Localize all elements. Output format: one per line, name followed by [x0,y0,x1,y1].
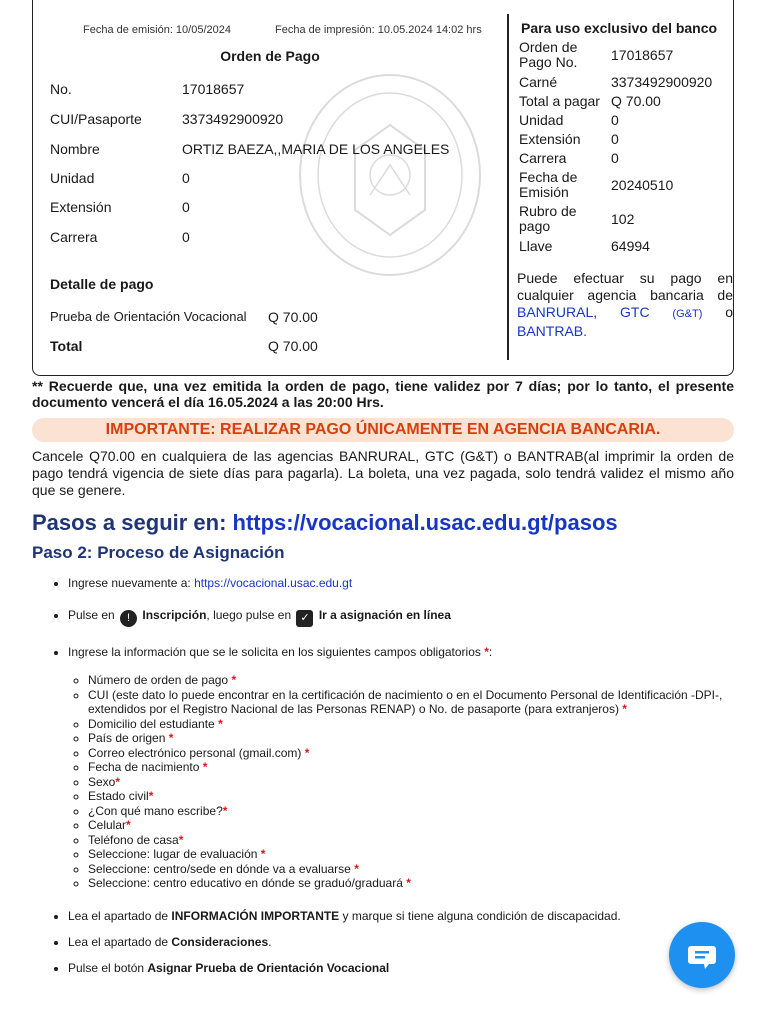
steps-heading [32,510,618,536]
required-field-item: ◦ Celular* [88,818,758,833]
required-field-item: ◦ Seleccione: lugar de evaluación * [88,847,758,862]
bank-label: Carrera [519,150,567,166]
portal-link[interactable]: https://vocacional.usac.edu.gt [194,576,353,590]
required-field-item: ◦ Correo electrónico personal (gmail.com) * [88,746,758,761]
step-bold: Consideraciones [171,934,269,949]
step-text: y marque si tiene alguna condición de discapacidad. [339,908,621,923]
required-field-item: ◦ Sexo* [88,775,758,790]
bank-value: 17018657 [611,46,674,63]
bank-panel-title: Para uso exclusivo del banco [521,20,718,36]
field-label: CUI/Pasaporte [50,111,142,127]
step-text: Pulse en [68,608,115,622]
step-bold: Asignar Prueba de Orientación Vocacional [147,960,390,975]
field-value: 0 [182,170,190,186]
step-text: Lea el apartado de [68,908,172,923]
bank-value: 102 [611,210,635,227]
required-field-item: ◦ Seleccione: centro educativo en dónde se graduó/graduará * [88,876,758,891]
important-banner: IMPORTANTE: REALIZAR PAGO ÚNICAMENTE EN AGENCIA BANCARIA. [32,418,734,442]
university-seal-watermark [295,70,485,280]
issue-date: Fecha de emisión: 10/05/2024 [83,24,231,36]
required-field-item: ◦ CUI (este dato lo puede encontrar en la certificación de nacimiento o en el Documento Personal de Identificación -DPI-, extendidos por el Registro Nacional de las Personas RENAP) o No. de pasaporte (para extranjeros) * [88,688,758,717]
field-value: ORTIZ BAEZA,,MARIA DE LOS ANGELES [182,141,450,157]
list-item [68,576,758,590]
bank-banrural: BANRURAL, [517,304,598,320]
step-text: Pulse el botón [68,960,148,975]
bank-value: 3373492900920 [611,73,713,90]
panel-divider [507,14,509,360]
required-field-item: ◦ Número de orden de pago * [88,673,758,688]
field-value: 0 [182,199,190,215]
step-text: Ingrese nuevamente a: [68,576,195,590]
detail-label: Prueba de Orientación Vocacional [50,309,247,324]
bank-value: 0 [611,112,619,128]
payment-detail-title: Detalle de pago [50,276,154,292]
step-text: Ingrese la información que se le solicita en los siguientes campos obligatorios [68,645,485,659]
bank-value: 20240510 [611,176,674,193]
required-field-item: ◦ Fecha de nacimiento * [88,760,758,775]
bank-value: 0 [611,131,619,147]
required-field-item: ◦ Teléfono de casa* [88,833,758,848]
steps-heading-prefix: Pasos a seguir en: [32,510,233,535]
required-field-item: ◦ País de origen * [88,731,758,746]
bank-label: Carné [519,73,558,90]
bank-label: Total a pagar [519,93,600,109]
bank-note-text: Puede efectuar su pago en cualquier agencia bancaria de [517,270,733,303]
list-item [68,608,758,627]
field-value: 0 [182,229,190,245]
field-label: Unidad [50,170,95,186]
step-text: : [488,645,493,659]
badge-icon: ! [120,610,137,627]
step-text: Lea el apartado de [68,934,172,949]
step2-title: Paso 2: Proceso de Asignación [32,543,285,562]
payment-instructions: Cancele Q70.00 en cualquiera de las agencias BANRURAL, GTC (G&T) o BANTRAB(al imprimir la orden de pago tendrá vigencia de siete días para pagarla). La boleta, una vez pagada, solo tendrá validez el mismo año que se genere. [32,448,734,498]
step-text: . [268,934,272,949]
field-label: Nombre [50,141,100,157]
detail-value: Q 70.00 [268,309,318,325]
bank-label: Orden de Pago No. [519,39,578,70]
bank-label: Llave [519,237,553,254]
payment-order-title: Orden de Pago [220,48,320,64]
required-field-item: ◦ Estado civil* [88,789,758,804]
step-bold: INFORMACIÓN IMPORTANTE [171,908,340,923]
payment-voucher [32,0,734,376]
bank-value: 0 [611,150,619,166]
list-item [68,961,758,975]
list-item [68,935,758,949]
bank-label: Unidad [519,112,564,128]
bank-payment-note [517,270,733,340]
required-field-item: ◦ Seleccione: centro/sede en dónde va a evaluarse * [88,862,758,877]
list-item [68,645,758,891]
step2-list [50,576,758,993]
step-text: , luego pulse en [206,608,292,622]
inscripcion-label: Inscripción [142,608,207,622]
field-value: 3373492900920 [182,111,284,127]
bank-or: o [725,304,734,320]
payment-order-panel [33,0,507,376]
field-label: Carrera [50,229,98,245]
total-value: Q 70.00 [268,338,318,354]
print-date: Fecha de impresión: 10.05.2024 14:02 hrs [275,24,482,36]
chat-icon [669,922,735,988]
required-marker: * [484,645,489,659]
required-fields-list [68,673,758,891]
field-label: Extensión [50,199,112,215]
steps-link[interactable]: https://vocacional.usac.edu.gt/pasos [232,510,618,535]
field-label: No. [50,81,72,97]
list-item [68,909,758,923]
bank-info-table [517,38,714,256]
chat-button[interactable] [669,922,735,988]
bank-use-panel [515,14,733,340]
bank-gtc: GTC [620,304,650,320]
bank-value: 64994 [611,237,650,254]
asignacion-label: Ir a asignación en línea [318,608,451,622]
required-field-item: ◦ ¿Con qué mano escribe?* [88,804,758,819]
bank-label: Rubro de pago [519,203,577,234]
validity-notice: ** Recuerde que, una vez emitida la orden de pago, tiene validez por 7 días; por lo tanto, el presente documento vencerá el día 16.05.2024 a las 20:00 Hrs. [32,378,734,410]
bank-bantrab: BANTRAB. [517,323,588,339]
bank-label: Extensión [519,131,581,147]
bank-value: Q 70.00 [611,93,661,109]
bank-label: Fecha de Emisión [519,169,578,200]
checkbox-icon: ✓ [296,610,313,627]
field-value: 17018657 [182,81,245,97]
total-label: Total [50,338,83,354]
bank-gt: (G&T) [672,308,703,320]
required-field-item: ◦ Domicilio del estudiante * [88,717,758,732]
